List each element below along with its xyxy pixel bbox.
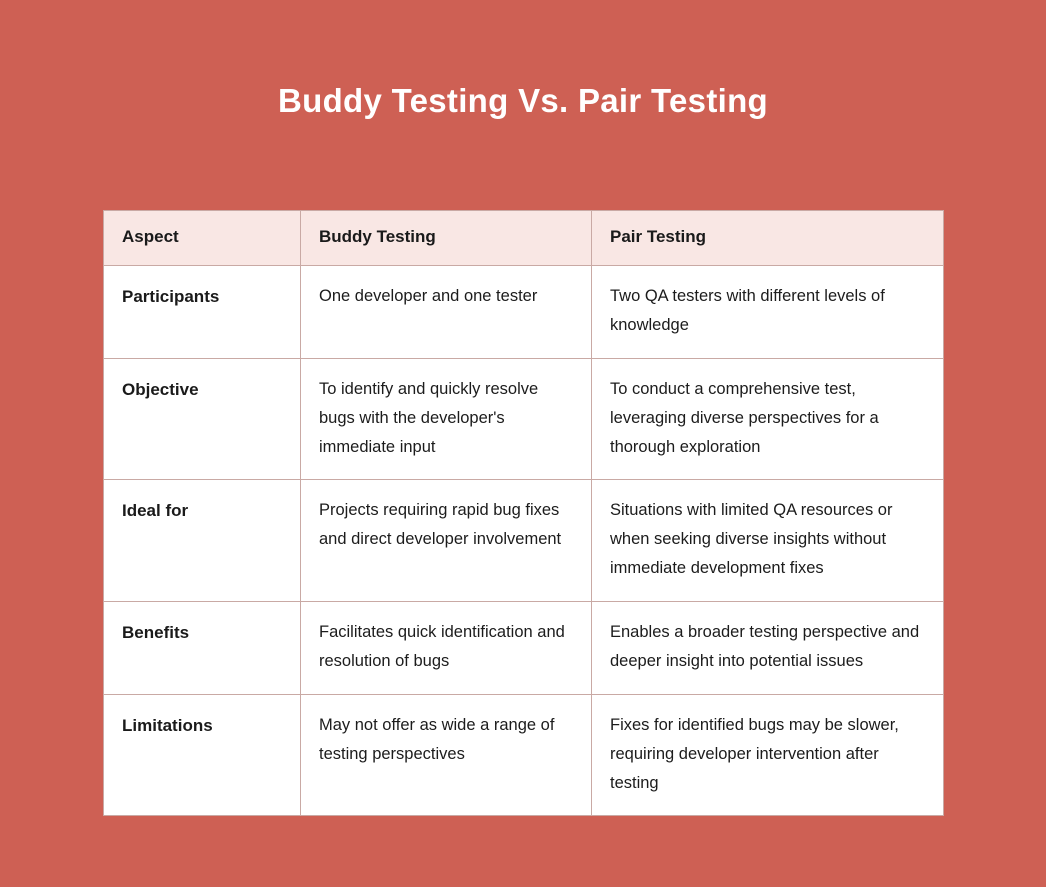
cell-pair-participants: Two QA testers with different levels of knowledge: [592, 266, 944, 359]
table-row: [104, 480, 944, 602]
comparison-table: [103, 210, 944, 816]
table-header: [104, 211, 944, 266]
table-row: [104, 266, 944, 359]
table-row: [104, 602, 944, 695]
row-label-ideal-for: Ideal for: [104, 480, 301, 602]
cell-buddy-ideal-for: Projects requiring rapid bug fixes and direct developer involvement: [301, 480, 592, 602]
row-label-participants: Participants: [104, 266, 301, 359]
comparison-table-container: [103, 210, 943, 816]
table-row: [104, 358, 944, 480]
row-label-limitations: Limitations: [104, 694, 301, 816]
column-header-pair-testing: Pair Testing: [592, 211, 944, 266]
table-row: [104, 694, 944, 816]
table-header-row: [104, 211, 944, 266]
column-header-buddy-testing: Buddy Testing: [301, 211, 592, 266]
cell-pair-objective: To conduct a comprehensive test, leveraging diverse perspectives for a thorough exploration: [592, 358, 944, 480]
row-label-benefits: Benefits: [104, 602, 301, 695]
column-header-aspect: Aspect: [104, 211, 301, 266]
table-body: [104, 266, 944, 816]
cell-buddy-participants: One developer and one tester: [301, 266, 592, 359]
row-label-objective: Objective: [104, 358, 301, 480]
page-title: Buddy Testing Vs. Pair Testing: [277, 82, 768, 119]
cell-buddy-objective: To identify and quickly resolve bugs with the developer's immediate input: [301, 358, 592, 480]
cell-pair-benefits: Enables a broader testing perspective and deeper insight into potential issues: [592, 602, 944, 695]
cell-buddy-limitations: May not offer as wide a range of testing perspectives: [301, 694, 592, 816]
cell-pair-ideal-for: Situations with limited QA resources or when seeking diverse insights without immediate development fixes: [592, 480, 944, 602]
cell-pair-limitations: Fixes for identified bugs may be slower, requiring developer intervention after testing: [592, 694, 944, 816]
cell-buddy-benefits: Facilitates quick identification and resolution of bugs: [301, 602, 592, 695]
